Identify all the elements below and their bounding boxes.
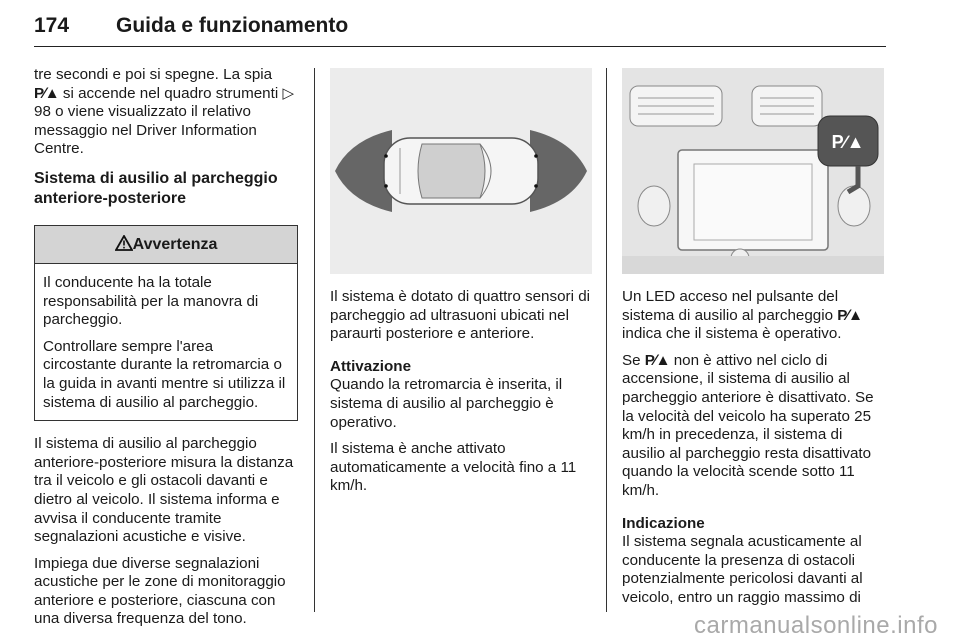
column-middle	[330, 288, 598, 504]
dashboard-illustration	[622, 68, 884, 274]
body-paragraph: Impiega due diverse segnalazioni acustiche per le zone di monitoraggio anteriore e posteriore, ciascuna con una diversa frequenza del tono.	[34, 554, 286, 628]
column-divider	[314, 68, 315, 612]
column-left	[34, 66, 298, 637]
warning-box	[34, 225, 298, 421]
intro-paragraph: tre secondi e poi si spegne. La spia P∕▲ si accende nel quadro strumenti ▷ 98 o viene visualizzato il relativo messaggio nel Driver Information Centre.	[34, 66, 295, 158]
column-right	[622, 288, 888, 616]
warning-header	[35, 226, 297, 264]
park-assist-icon: P∕▲	[34, 84, 59, 102]
body-paragraph: Un LED acceso nel pulsante del sistema di ausilio al parcheggio P∕▲ indica che il sistema è operativo.	[622, 288, 862, 343]
page-header	[34, 6, 886, 47]
warning-text: Controllare sempre l'area circostante durante la retromarcia o la guida in avanti mentre si utilizza il sistema di ausilio al parcheggio.	[43, 337, 286, 411]
body-paragraph: Se P∕▲ non è attivo nel ciclo di accensione, il sistema di ausilio al parcheggio anteriore è disattivato. Se la velocità del veicolo ha superato 25 km/h in precedenza, il sistema di ausilio al parcheggio resta disattivato quando la velocità scende sotto 11 km/h.	[622, 351, 874, 499]
page-title: Guida e funzionamento	[116, 14, 349, 37]
warning-triangle-icon	[115, 235, 133, 251]
body-paragraph: Il sistema segnala acusticamente al conducente la presenza di ostacoli potenzialmente pericolosi davanti al veicolo, entro un raggio massimo di	[622, 533, 863, 606]
warning-text: Il conducente ha la totale responsabilità per la manovra di parcheggio.	[43, 273, 259, 329]
section-title: Sistema di ausilio al parcheggio anteriore-posteriore	[34, 169, 278, 207]
park-assist-icon: P∕▲	[837, 306, 862, 324]
park-assist-button-label: P∕▲	[831, 132, 865, 152]
body-paragraph: Il sistema è dotato di quattro sensori di parcheggio ad ultrasuoni ubicati nel paraurti posteriore e anteriore.	[330, 288, 591, 343]
subheading-indication: Indicazione	[622, 514, 705, 532]
column-divider	[606, 68, 607, 612]
car-sensor-illustration	[330, 68, 592, 274]
body-paragraph: Il sistema di ausilio al parcheggio anteriore-posteriore misura la distanza tra il veicolo e gli ostacoli davanti e dietro al veicolo. Il sistema informa e avvisa il conducente tramite segnalazioni acustiche e visive.	[34, 435, 294, 546]
park-assist-icon: P∕▲	[644, 351, 670, 369]
center-console-diagram	[622, 68, 884, 274]
body-paragraph: Il sistema è anche attivato automaticamente a velocità fino a 11 km/h.	[330, 440, 577, 495]
subheading-activation: Attivazione	[330, 357, 412, 375]
body-paragraph: Quando la retromarcia è inserita, il sistema di ausilio al parcheggio è operativo.	[330, 376, 563, 431]
watermark: carmanualsonline.info	[694, 612, 938, 639]
page-number: 174	[34, 14, 70, 37]
warning-title: Avvertenza	[132, 235, 218, 253]
car-top-view-diagram	[330, 68, 592, 274]
